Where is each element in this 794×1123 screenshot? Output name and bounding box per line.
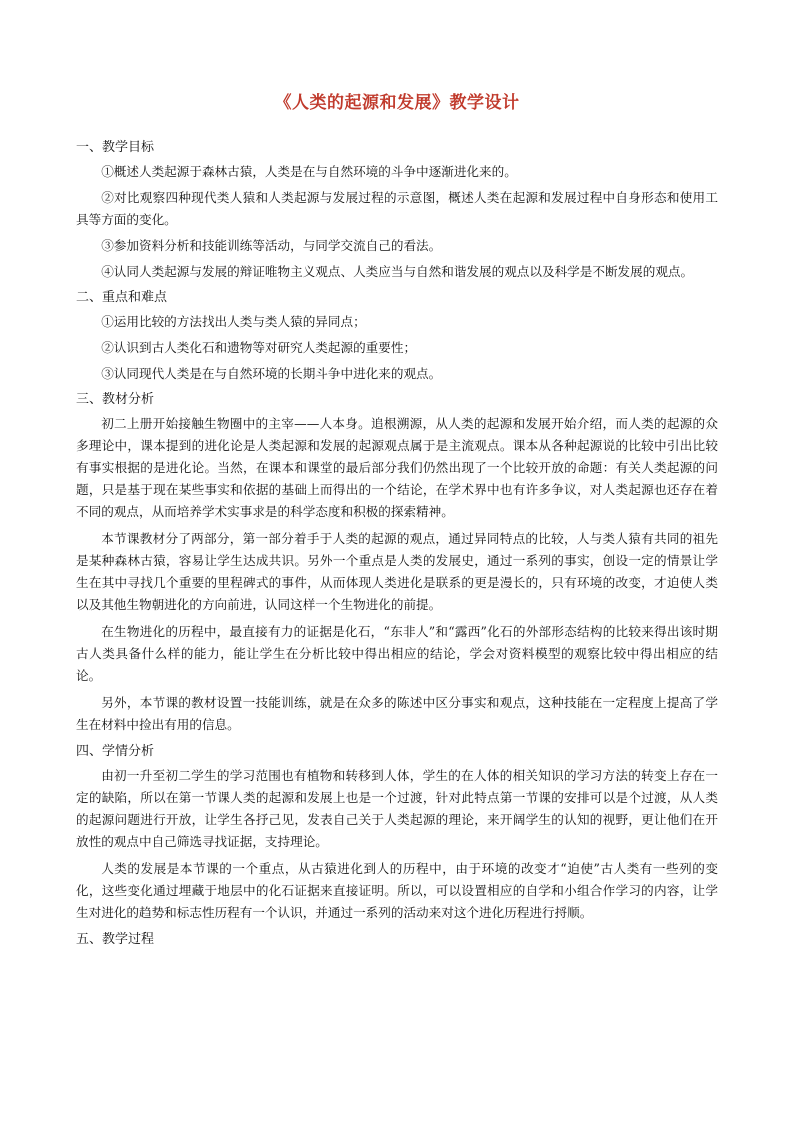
material-paragraph: 本节课教材分了两部分，第一部分着手于人类的起源的观点，通过异同特点的比较，人与类人猿有共同的祖先是某种森林古猿，容易让学生达成共识。另外一个重点是人类的发展史，通过一系列的事实，创设一定的情景让学生在其中寻找几个重要的里程碑式的事件，从而体现人类进化是联系的更是漫长的，只有环境的改变，才迫使人类以及其他生物朝进化的方向前进，认同这样一个生物进化的前提。 [76, 531, 718, 612]
section-heading: 五、教学过程 [76, 932, 155, 947]
goal-item: ③参加资料分析和技能训练等活动，与同学交流自己的看法。 [101, 238, 442, 253]
document-page [76, 88, 718, 953]
goal-item: ②对比观察四种现代类人猿和人类起源与发展过程的示意图，概述人类在起源和发展过程中自身形态和使用工具等方面的变化。 [76, 190, 718, 227]
section-heading: 三、教材分析 [76, 392, 155, 407]
goal-item: ④认同人类起源与发展的辩证唯物主义观点、人类应当与自然和谐发展的观点以及科学是不断发展的观点。 [101, 264, 694, 279]
section-heading: 一、教学目标 [76, 140, 155, 155]
section-material-analysis [76, 389, 718, 736]
section-student-analysis [76, 741, 718, 924]
key-point-item: ①运用比较的方法找出人类与类人猿的异同点； [101, 314, 366, 329]
section-key-points [76, 287, 718, 385]
goal-item: ①概述人类起源于森林古猿，人类是在与自然环境的斗争中逐渐进化来的。 [101, 164, 517, 179]
section-teaching-process [76, 929, 718, 951]
key-point-item: ②认识到古人类化石和遗物等对研究人类起源的重要性； [101, 340, 417, 355]
material-paragraph: 在生物进化的历程中，最直接有力的证据是化石，“东非人”和“露西”化石的外部形态结构的比较来得出该时期古人类具备什么样的能力，能让学生在分析比较中得出相应的结论，学会对资料模型的观察比较中得出相应的结论。 [76, 624, 718, 683]
material-paragraph: 初二上册开始接触生物圈中的主宰——人本身。追根溯源，从人类的起源和发展开始介绍，而人类的起源的众多理论中，课本提到的进化论是人类起源和发展的起源观点属于是主流观点。课本从各种起源说的比较中引出比较有事实根据的是进化论。当然，在课本和课堂的最后部分我们仍然出现了一个比较开放的命题：有关人类起源的问题，只是基于现在某些事实和依据的基础上而得出的一个结论，在学术界中也有许多争议，对人类起源也还存在着不同的观点，从而培养学术实事求是的科学态度和积极的探索精神。 [76, 416, 718, 519]
student-paragraph: 人类的发展是本节课的一个重点，从古猿进化到人的历程中，由于环境的改变才“迫使”古人类有一些列的变化，这些变化通过埋藏于地层中的化石证据来直接证明。所以，可以设置相应的自学和小组合作学习的内容，让学生对进化的趋势和标志性历程有一个认识，并通过一系列的活动来对这个进化历程进行捋顺。 [76, 861, 718, 920]
student-paragraph: 由初一升至初二学生的学习范围也有植物和转移到人体，学生的在人体的相关知识的学习方法的转变上存在一定的缺陷，所以在第一节课人类的起源和发展上也是一个过渡，针对此特点第一节课的安排可以是个过渡，从人类的起源问题进行开放，让学生各抒己见，发表自己关于人类起源的理论，来开阔学生的认知的视野，更让他们在开放性的观点中自己筛选寻找证据，支持理论。 [76, 768, 718, 849]
section-heading: 二、重点和难点 [76, 290, 168, 305]
section-teaching-goals [76, 137, 718, 283]
material-paragraph: 另外，本节课的教材设置一技能训练，就是在众多的陈述中区分事实和观点，这种技能在一定程度上提高了学生在材料中捡出有用的信息。 [76, 695, 718, 732]
section-heading: 四、学情分析 [76, 744, 155, 759]
key-point-item: ③认同现代人类是在与自然环境的长期斗争中进化来的观点。 [101, 366, 442, 381]
document-title: 《人类的起源和发展》教学设计 [274, 93, 520, 113]
